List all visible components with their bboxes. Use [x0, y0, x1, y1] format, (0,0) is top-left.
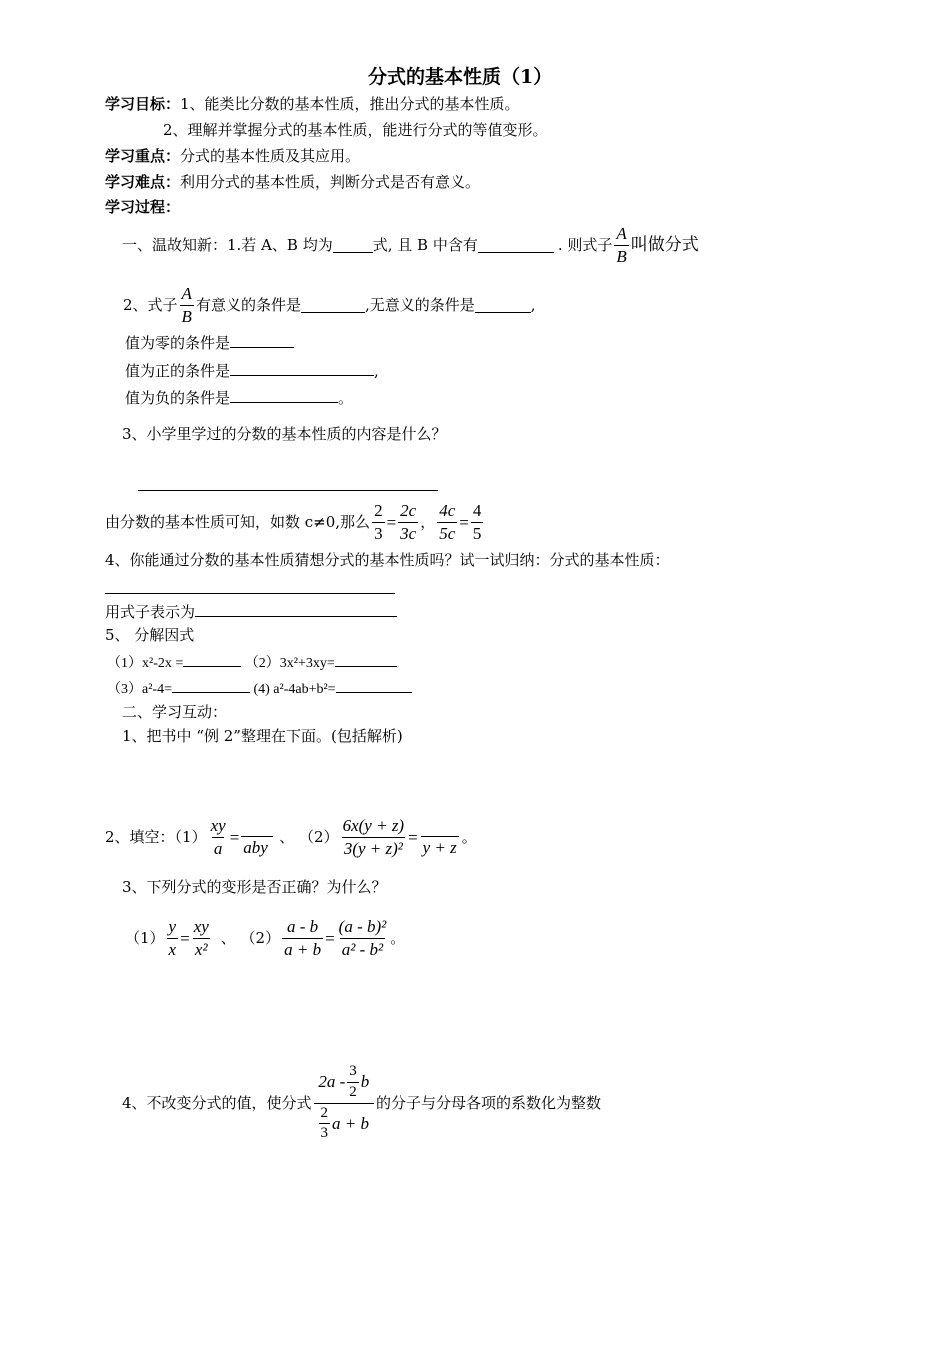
answer-line-q3[interactable]: [138, 490, 438, 491]
section1-q2: [123, 283, 536, 327]
s1-mid2: . 则式子: [557, 235, 613, 254]
p4-suffix: 的分子与分母各项的系数化为整数: [376, 1093, 602, 1112]
practice-1: 1、把书中 “例 2”整理在下面。(包括解析): [122, 727, 403, 745]
equals-sign: =: [386, 512, 397, 532]
frac-num: xy: [193, 916, 209, 936]
complex-fraction: [314, 1064, 374, 1142]
fraction-xy-a: [209, 817, 228, 858]
blank-factor-2[interactable]: [335, 654, 397, 667]
q2-mid1: 有意义的条件是: [195, 295, 301, 314]
equals-sign: =: [325, 928, 335, 948]
fraction-property-row: [105, 498, 485, 546]
key-row: [105, 149, 360, 164]
frac-den: 3: [374, 523, 383, 543]
blank-numerator[interactable]: [241, 818, 273, 836]
complex-numerator: [315, 1064, 372, 1103]
frac-num: A: [616, 223, 627, 243]
frac-den: x: [168, 939, 177, 959]
equals-sign: =: [180, 928, 190, 948]
key-text: 分式的基本性质及其应用。: [180, 147, 361, 165]
difficulty-label: 学习难点：: [105, 173, 181, 191]
practice-3: 3、下列分式的变形是否正确？为什么？: [122, 878, 387, 896]
frac-num: a - b: [287, 916, 319, 936]
frac-den: 5c: [439, 523, 456, 543]
frac-den: a + b: [284, 939, 322, 959]
goal-2: 2、理解并掌握分式的基本性质，能进行分式的等值变形。: [163, 121, 548, 139]
frac-den: aby: [241, 836, 273, 857]
frac-num: (a - b)²: [338, 916, 387, 936]
equals-sign: =: [408, 827, 418, 847]
frac-num: 3: [349, 1063, 357, 1079]
blank-meaningless[interactable]: [475, 298, 531, 313]
frac-den: 3(y + z)²: [343, 838, 403, 858]
q2-prefix: 2、式子: [123, 295, 178, 314]
question-5: 5、 分解因式: [105, 626, 195, 644]
fraction-3-2: [347, 1064, 359, 1101]
frac-den: a² - b²: [341, 939, 384, 959]
factor-3: （3）a²-4=: [107, 682, 172, 697]
num-term-a: 2a -: [318, 1072, 346, 1092]
p2-prefix: 2、填空：（1）: [105, 827, 207, 846]
frac-den: 5: [472, 523, 482, 543]
question-4: 4、你能通过分数的基本性质猜想分式的基本性质吗？试一试归纳：分式的基本性质：: [105, 551, 670, 569]
equals-sign: =: [459, 512, 469, 532]
factor-row-2: [107, 680, 412, 697]
blank-1[interactable]: [333, 238, 373, 253]
factor-4: (4) a²-4ab+b²=: [253, 682, 336, 697]
frac-num: 4: [472, 500, 482, 520]
p3-separator: 、 （2）: [220, 928, 281, 947]
zero-cond-label: 值为零的条件是: [125, 334, 231, 352]
blank-factor-4[interactable]: [336, 680, 412, 693]
frac-num: xy: [210, 815, 226, 835]
fraction-xy-x2: [192, 918, 211, 959]
frac-den: 3c: [400, 523, 417, 543]
practice-2: [105, 810, 477, 864]
fraction-squared: [337, 918, 389, 959]
negative-condition-row: [125, 388, 353, 406]
expression-label: 用式子表示为: [105, 603, 196, 621]
frac-den: y + z: [422, 837, 457, 857]
complex-denominator: [314, 1103, 374, 1143]
frac-num: 2: [374, 500, 383, 520]
pos-end: ,: [374, 362, 379, 380]
p3-label-1: （1）: [125, 928, 165, 947]
q2-end: ,: [530, 295, 536, 314]
fraction-blank-yz: [420, 818, 460, 857]
frac-den: B: [616, 246, 627, 266]
page-title: 分式的基本性质（1）: [368, 66, 553, 88]
blank-factor-3[interactable]: [172, 680, 250, 693]
zero-condition-row: [125, 333, 294, 351]
fraction-2-3-small: [319, 1106, 331, 1143]
fraction-blank-aby: [241, 818, 273, 857]
frac-num: 2c: [400, 500, 417, 520]
p2-separator: 、 （2）: [279, 827, 339, 846]
factor-2: （2）3x²+3xy=: [244, 656, 335, 671]
blank-numerator[interactable]: [420, 818, 460, 836]
positive-condition-row: [125, 361, 379, 379]
key-label: 学习重点：: [105, 147, 181, 165]
blank-meaningful[interactable]: [301, 298, 365, 313]
s1-suffix: 叫做分式: [630, 234, 699, 255]
difficulty-text: 利用分式的基本性质，判断分式是否有意义。: [180, 173, 481, 191]
fraction-6x-over-3: [341, 817, 407, 858]
section-2-heading: 二、学习互动：: [122, 703, 228, 721]
factor-1: （1）x²-2x =: [107, 656, 184, 671]
frac-den: a: [213, 838, 223, 858]
s1-prefix: 一、温故知新：1.若 A、B 均为: [122, 235, 333, 254]
equals-sign: =: [229, 827, 240, 847]
num-term-b: b: [360, 1072, 370, 1092]
blank-negative[interactable]: [230, 388, 338, 403]
goals-label: 学习目标：: [105, 95, 181, 113]
blank-expression[interactable]: [195, 602, 397, 617]
p4-prefix: 4、不改变分式的值，使分式: [122, 1093, 312, 1112]
fraction-a-over-b: [614, 225, 628, 266]
expression-row: [105, 602, 397, 620]
practice-3-items: [125, 913, 405, 963]
fraction-2-3: [372, 502, 385, 543]
factor-row-1: [107, 654, 397, 671]
blank-positive[interactable]: [230, 361, 374, 376]
fraction-a-over-b-2: [180, 285, 194, 326]
frac-den: 2: [349, 1083, 357, 1100]
section1-q1: [122, 222, 699, 268]
frac-den: 3: [320, 1125, 329, 1142]
frac-num: y: [168, 916, 177, 936]
goals-row: [105, 97, 520, 112]
fraction-4-5: [471, 502, 484, 543]
den-term: a + b: [332, 1113, 370, 1133]
fraction-4c-5c: [437, 502, 457, 543]
blank-zero[interactable]: [230, 333, 294, 348]
neg-end: 。: [338, 389, 354, 407]
neg-cond-label: 值为负的条件是: [125, 389, 231, 407]
comma: ，: [420, 512, 436, 531]
question-3: 3、小学里学过的分数的基本性质的内容是什么？: [122, 425, 447, 443]
frac-num: 2: [320, 1104, 329, 1121]
blank-2[interactable]: [478, 238, 554, 253]
fraction-y-x: [167, 918, 179, 959]
frac-num: A: [181, 283, 192, 303]
period: 。: [461, 827, 477, 846]
frac-den: x²: [194, 939, 208, 959]
practice-4: [122, 1055, 601, 1151]
q2-mid2: ,无意义的条件是: [364, 295, 475, 314]
blank-factor-1[interactable]: [183, 654, 241, 667]
s1-mid1: 式, 且 B 中含有: [372, 235, 478, 254]
goal-1: 1、能类比分数的基本性质，推出分式的基本性质。: [180, 95, 520, 113]
fraction-a-minus-b: [282, 918, 323, 959]
fraction-2c-3c: [398, 502, 418, 543]
period: 。: [390, 928, 406, 947]
frac-num: 4c: [439, 500, 456, 520]
process-label: 学习过程：: [105, 198, 181, 216]
frac-line-prefix: 由分数的基本性质可知，如数 c≠0,那么: [105, 512, 371, 531]
answer-line-q4[interactable]: [105, 593, 395, 594]
difficulty-row: [105, 175, 480, 190]
frac-den: B: [181, 306, 192, 326]
frac-num: 6x(y + z): [342, 815, 405, 835]
pos-cond-label: 值为正的条件是: [125, 362, 231, 380]
